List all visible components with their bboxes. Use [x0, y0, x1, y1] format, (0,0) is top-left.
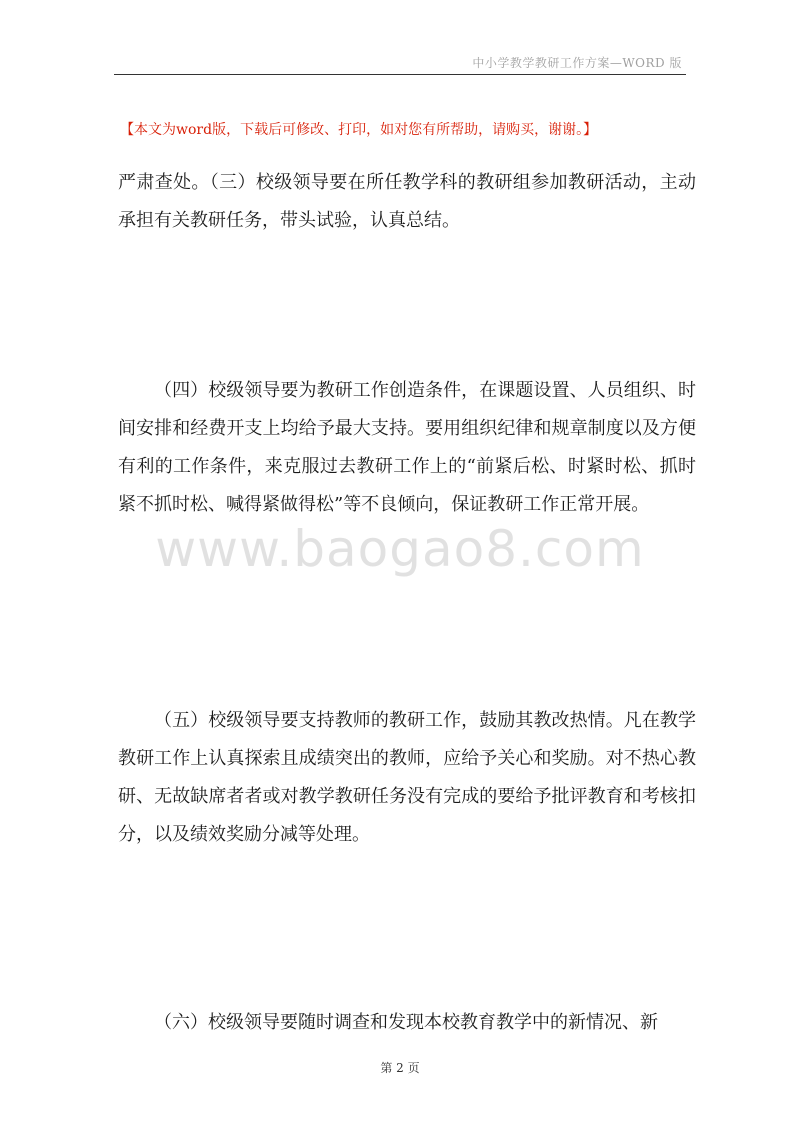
site-watermark: www.baogao8.com	[155, 520, 645, 578]
page-number: 第 2 页	[380, 1061, 420, 1075]
document-header-title: 中小学教学教研工作方案—WORD 版	[472, 56, 682, 70]
header-divider	[114, 74, 686, 75]
paragraph-3: （五）校级领导要支持教师的教研工作，鼓励其教改热情。凡在教学教研工作上认真探索且成绩突出的教师，应给予关心和奖励。对不热心教研、无故缺席者者或对教学教研任务没有完成的要给予批评教育和考核扣分，以及绩效奖励分减等处理。	[118, 710, 696, 845]
paragraph-2: （四）校级领导要为教研工作创造条件，在课题设置、人员组织、时间安排和经费开支上均给予最大支持。要用组织纪律和规章制度以及方便有利的工作条件，来克服过去教研工作上的“前紧后松、时紧时松、抓时紧不抓时松、喊得紧做得松”等不良倾向，保证教研工作正常开展。	[118, 380, 696, 515]
paragraph-4: （六）校级领导要随时调查和发现本校教育教学中的新情况、新	[154, 1012, 658, 1033]
paragraph-1: 严肃查处。（三）校级领导要在所任教学科的教研组参加教研活动，主动承担有关教研任务，带头试验，认真总结。	[118, 172, 696, 231]
download-notice: 【本文为word版，下载后可修改、打印，如对您有所帮助，请购买，谢谢。】	[120, 122, 598, 138]
